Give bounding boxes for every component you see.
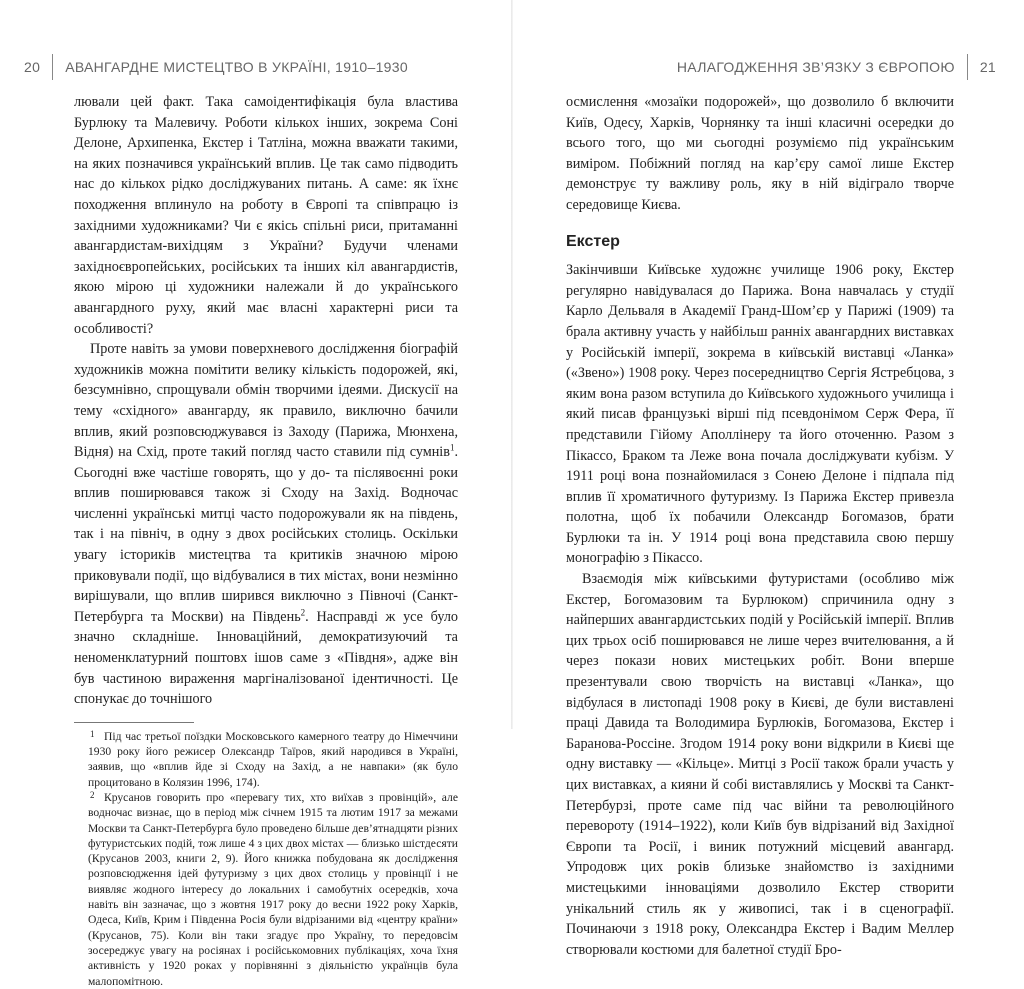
left-page-number: 20	[24, 59, 41, 75]
header-divider	[967, 54, 968, 80]
footnote-ref[interactable]: 1	[449, 442, 455, 453]
footnote-mark: 2	[90, 790, 95, 800]
header-divider	[52, 54, 53, 80]
paragraph-text: . Насправді ж усе було значно складніше. Інноваційний, демократизуючий та неноменклатурний поштовх ішов саме з «Півдня», адже він був частиною вираження маргіналізованої ідентичності. Це спонукає до точнішого	[74, 608, 458, 708]
body-paragraph: лювали цей факт. Така самоідентифікація була властива Бурлюку та Малевичу. Роботи кількох інших, зокрема Соні Делоне, Архипенка, Екстер і Татліна, можна вважати такими, на яких позначився український вплив. Це так само підводить нас до кількох рідко досліджуваних питань. А саме: як їхнє походження вплинуло на роботу в Європі та співпрацю із західними художниками? Чи є якісь спільні риси, притаманні авангардистам-вихідцям з України? Будучи членами західноєвропейських, російських та інших кіл авангардистів, якою мірою ці художники належали й до українського авангардного руху, який має власні характерні риси та особливості?	[74, 94, 458, 337]
right-page-number: 21	[979, 59, 996, 75]
body-paragraph: осмислення «мозаїки подорожей», що дозволило б включити Київ, Одесу, Харків, Чорнянку та інші класичні осередки до всього того, що ми сьогодні розуміємо під українським виміром. Побіжний погляд на кар’єру самої лише Екстер демонструє ту важливу роль, яку в ній відіграло творче середовище Києва.	[566, 94, 954, 213]
footnote	[74, 790, 458, 989]
footnote-rule	[74, 722, 194, 723]
left-header-title: АВАНГАРДНЕ МИСТЕЦТВО В УКРАЇНІ, 1910–1930	[65, 59, 408, 75]
body-paragraph: Закінчивши Київське художнє училище 1906 року, Екстер регулярно навідувалася до Парижа. Вона навчалась у студії Карло Дельваля в Академії Гранд-Шом’єр у Парижі (1909) та брала активну участь у найбільш ранніх авангардних виставках у Російській імперії, зокрема в київській виставці «Ланка» («Звено») 1908 року. Через посередництво Сергія Ястребцова, з яким вона разом вступила до Київського художнього училища і який писав французькі вірші під псевдонімом Серж Фера, її представили Гійому Аполлінеру та його оточенню. Разом з Пікассо, Браком та Леже вона почала досліджувати кубізм. У 1911 році вона познайомилася з Сонею Делоне і підпала під вплив її хроматичного футуризму. Із Парижа Екстер привезла полотна, щоб їх побачили Олександр Богомазов, брати Бурлюки та ін. У 1914 році вона представила свою першу монографію з Пікассо.	[566, 262, 954, 567]
book-gutter	[511, 0, 513, 729]
right-header-title: НАЛАГОДЖЕННЯ ЗВ’ЯЗКУ З ЄВРОПОЮ	[676, 59, 955, 75]
footnote-ref[interactable]: 2	[300, 607, 306, 618]
footnote-text: Під час третьої поїздки Московського камерного театру до Німеччини 1930 року його режисер Олександр Таїров, який народився в Україні, заявив, що «вплив йде зі Сходу на Захід, а не навпаки» (як було процитовано в Колязин 1996, 174).	[88, 729, 458, 789]
paragraph-text: Проте навіть за умови поверхневого дослідження біографій художників можна помітити велику кількість подорожей, які, безсумнівно, спрощували обмін творчими ідеями. Дискусії на тему «східного» авангарду, як правило, виключно бачили вплив, який розповсюджувався із Заходу (Парижа, Мюнхена, Відня) на Схід, проте такий погляд часто ставили під сумнів	[74, 341, 458, 461]
footnote-text: Крусанов говорить про «перевагу тих, хто виїхав з провінцій», але водночас визнає, що в період між січнем 1915 та лютим 1917 за межами Москви та Санкт-Петербурга було проведено більше дев’ятнадцяти різних футуристських подій, тож лише 4 з цих двох містах — близько шістдесяти (Крусанов 2003, книги 2, 9). Його книжка побудована як дослідження розповсюдження ідей футуризму з цих двох столиць у провінції і не виявляє жодного інтересу до локальних і самобутніх осередків, хоча навіть він зазначає, що з жовтня 1917 року до весни 1922 року Харків, Одеса, Київ, Крим і Південна Росія були відрізаними від «центру країни» (Крусанов, 75). Коли він таки згадує про Україну, то передовсім зосереджує увагу на росіянах і російськомовних публікаціях, хоча їхня активність у 1920 роках у порівнянні з діяльністю українців була малопомітною.	[88, 791, 458, 988]
section-heading: Екстер	[566, 232, 620, 250]
footnote-mark: 1	[90, 728, 95, 739]
paragraph-text: . Сьогодні вже частіше говорять, що у до- та післявоєнні роки вплив поширювався також зі Сходу на Захід. Водночас численні українські митці часто подорожували як на південь, так і на північ, в одну з двох російських столиць. Оскільки увагу істориків мистецтва та критиків значною мірою приковували події, що відбувалися в тих містах, вони незмінно вирішували, що вплив ширився виключно з Півночі (Санкт-Петербурга та Москви) на Південь	[74, 444, 458, 625]
right-page-body	[566, 92, 954, 960]
footnote	[74, 729, 458, 790]
body-paragraph: Взаємодія між київськими футуристами (особливо між Екстер, Богомазовим та Бурлюком) спричинила одну з найперших авангардистських подій у Російській імперії. Вплив цих трьох осіб поширювався не лише через вчителювання, а й через покази нових мистецьких робіт. Вони вперше презентували свою творчість на виставці «Ланка», що відбулася в листопаді 1908 року в Києві, де були виставлені праці Давида та Володимира Бурлюків, Богомазова, Екстер і Баранова-Россіне. Згодом 1914 року вони відкрили в Києві ще одну виставку — «Кільце». Митці з Росії також брали участь у цих виставках, а кияни й собі виставлялись у Москві та Санкт-Петербурзі, проте саме під час війни та революційного перевороту (1914–1922), коли Київ був відрізаний від Західної Європи та Росії, і виник потужний місцевий авангард. Упродовж цих років близьке знайомство із західними мистецькими інноваціями дозволило Екстер створити унікальний стиль як у живописі, так і в сценографії. Починаючи з 1918 року, Олександра Екстер і Вадим Меллер створювали костюми для балетної студії Бро-	[566, 571, 954, 958]
left-page-body	[74, 92, 458, 989]
right-running-head	[677, 54, 996, 80]
body-paragraph	[74, 339, 458, 710]
footnotes	[74, 729, 458, 989]
left-running-head	[24, 54, 408, 80]
